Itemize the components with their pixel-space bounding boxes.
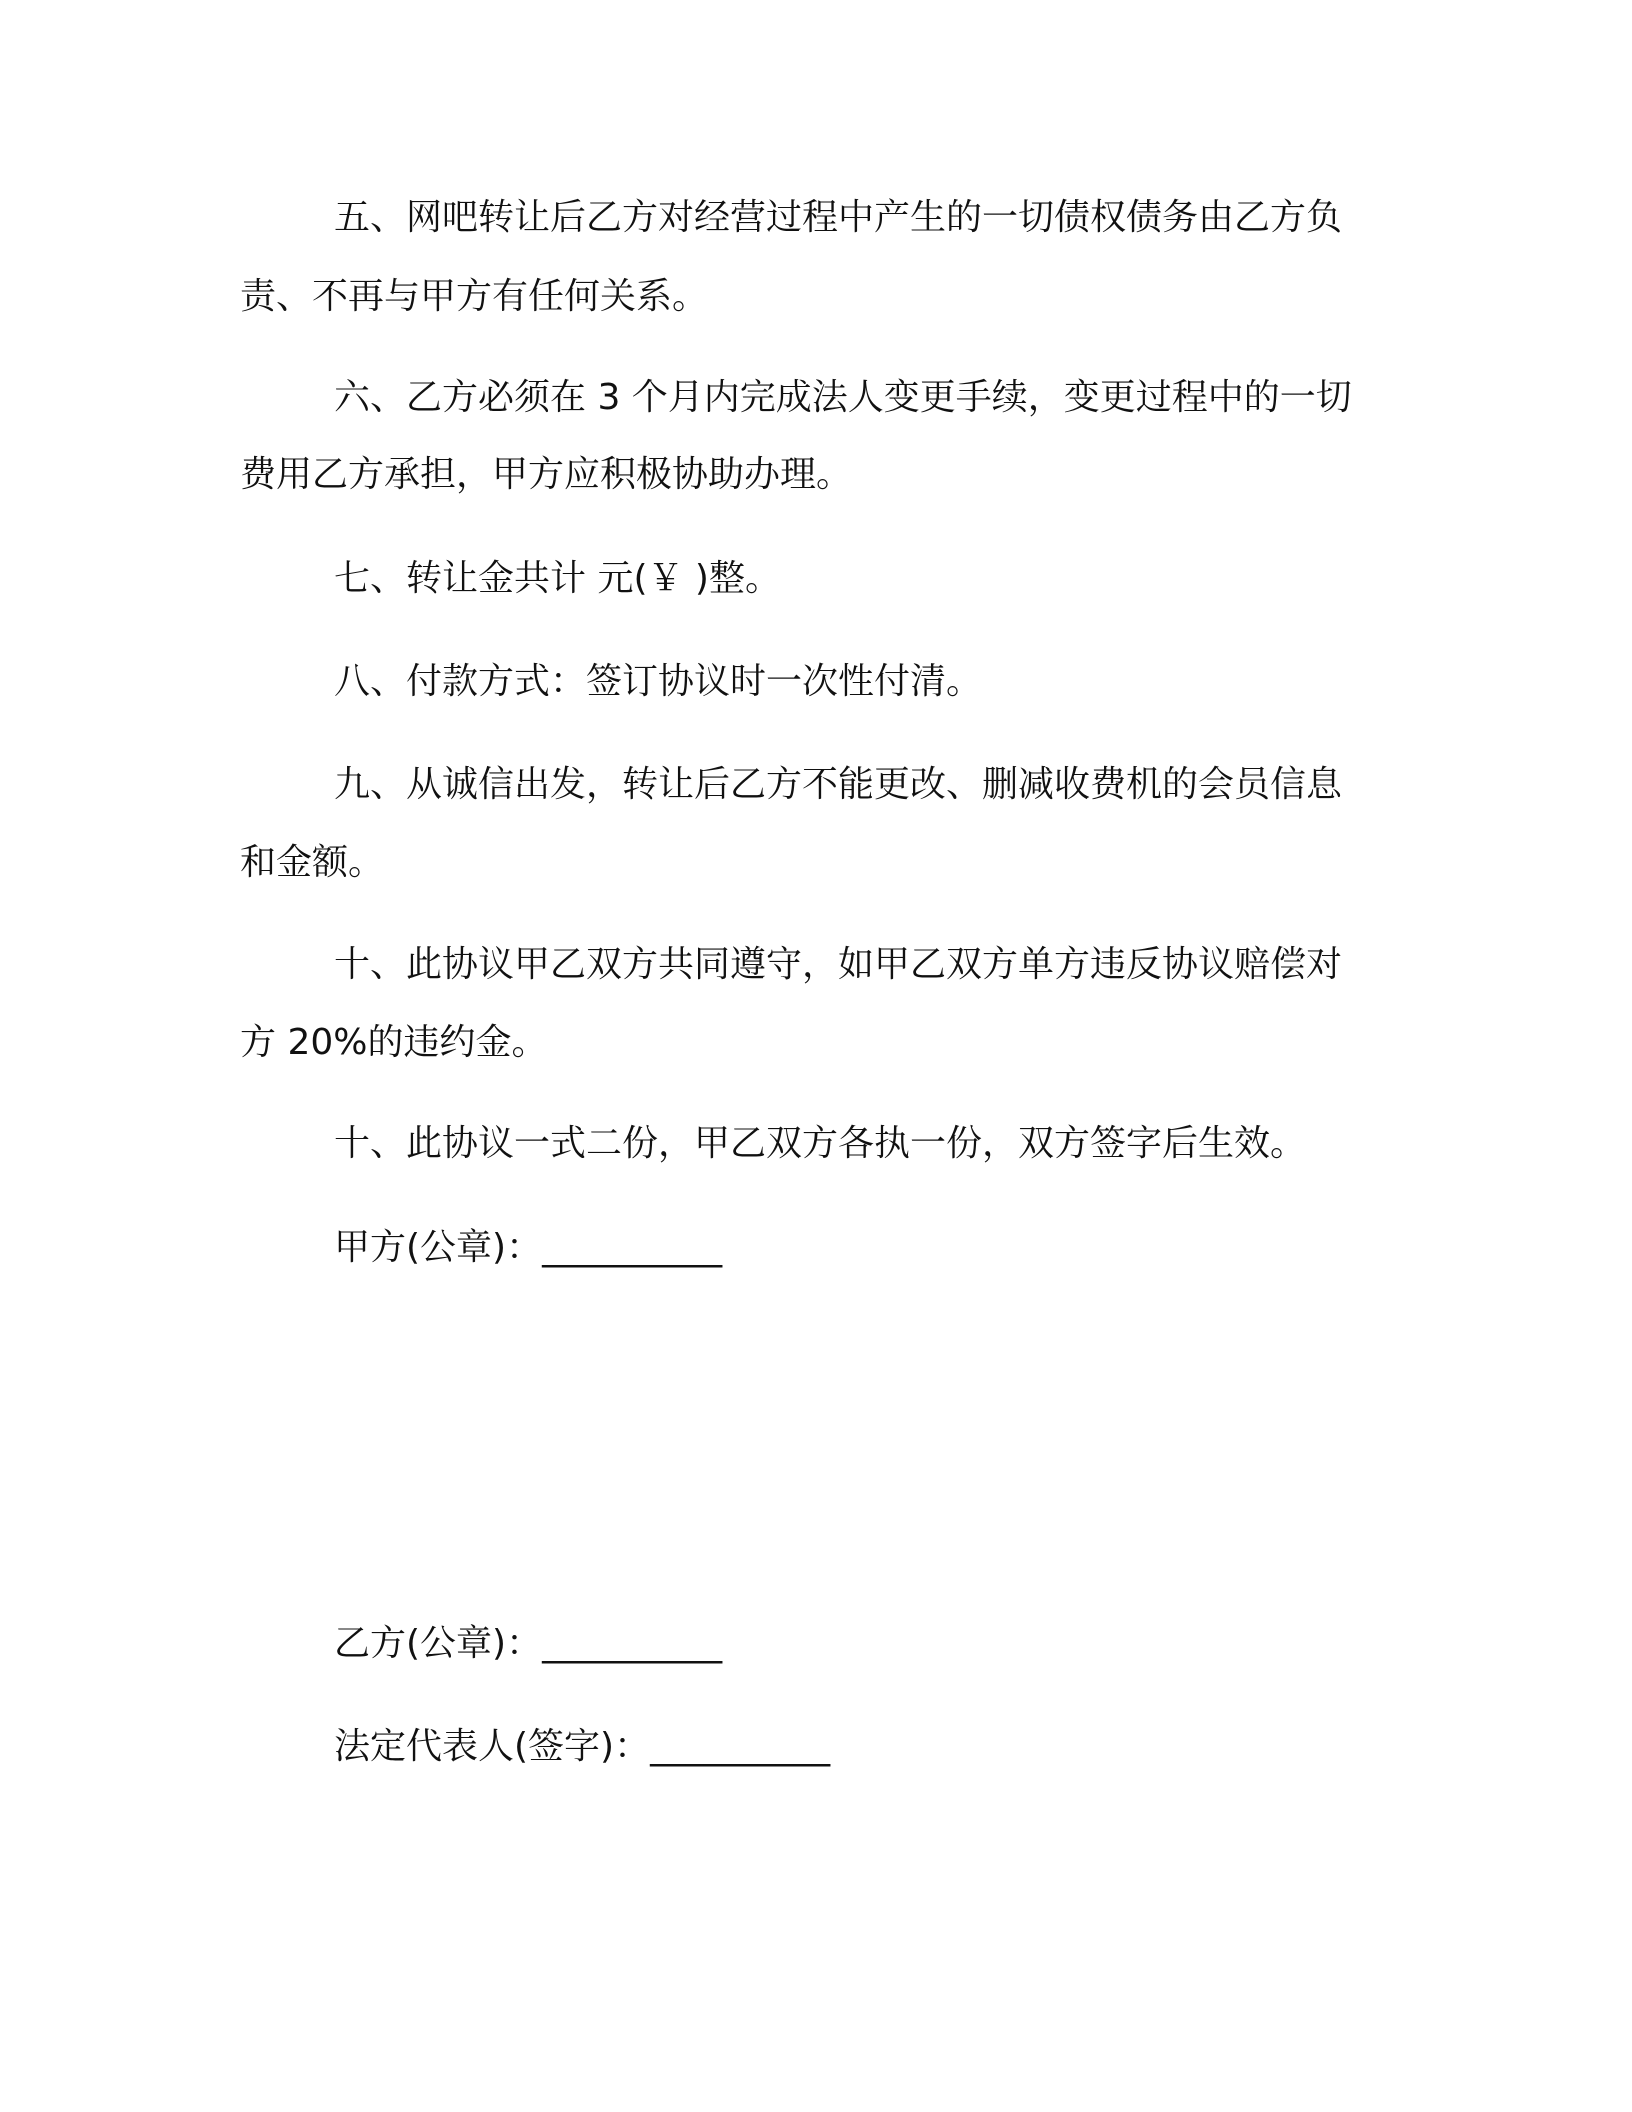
clause-ten-a-line1: 十、此协议甲乙双方共同遵守，如甲乙双方单方违反协议赔偿对	[334, 944, 1343, 985]
clause-five-line1: 五、网吧转让后乙方对经营过程中产生的一切债权债务由乙方负	[334, 197, 1343, 238]
clause-ten-a-line2: 方 20%的违约金。	[240, 1022, 548, 1063]
clause-six-line2: 费用乙方承担，甲方应积极协助办理。	[240, 454, 853, 495]
signature-party-a: 甲方(公章)：__________	[334, 1227, 723, 1268]
clause-seven: 七、转让金共计 元(￥ )整。	[334, 558, 781, 599]
clause-six-line1: 六、乙方必须在 3 个月内完成法人变更手续，变更过程中的一切	[334, 377, 1352, 418]
signature-party-b: 乙方(公章)：__________	[334, 1623, 723, 1664]
clause-five-line2: 责、不再与甲方有任何关系。	[240, 276, 709, 317]
clause-ten-b: 十、此协议一式二份，甲乙双方各执一份，双方签字后生效。	[334, 1123, 1307, 1164]
signature-legal-representative: 法定代表人(签字)：__________	[334, 1726, 831, 1767]
clause-nine-line1: 九、从诚信出发，转让后乙方不能更改、删减收费机的会员信息	[334, 764, 1343, 805]
clause-nine-line2: 和金额。	[240, 842, 385, 883]
clause-eight: 八、付款方式：签订协议时一次性付清。	[334, 661, 983, 702]
